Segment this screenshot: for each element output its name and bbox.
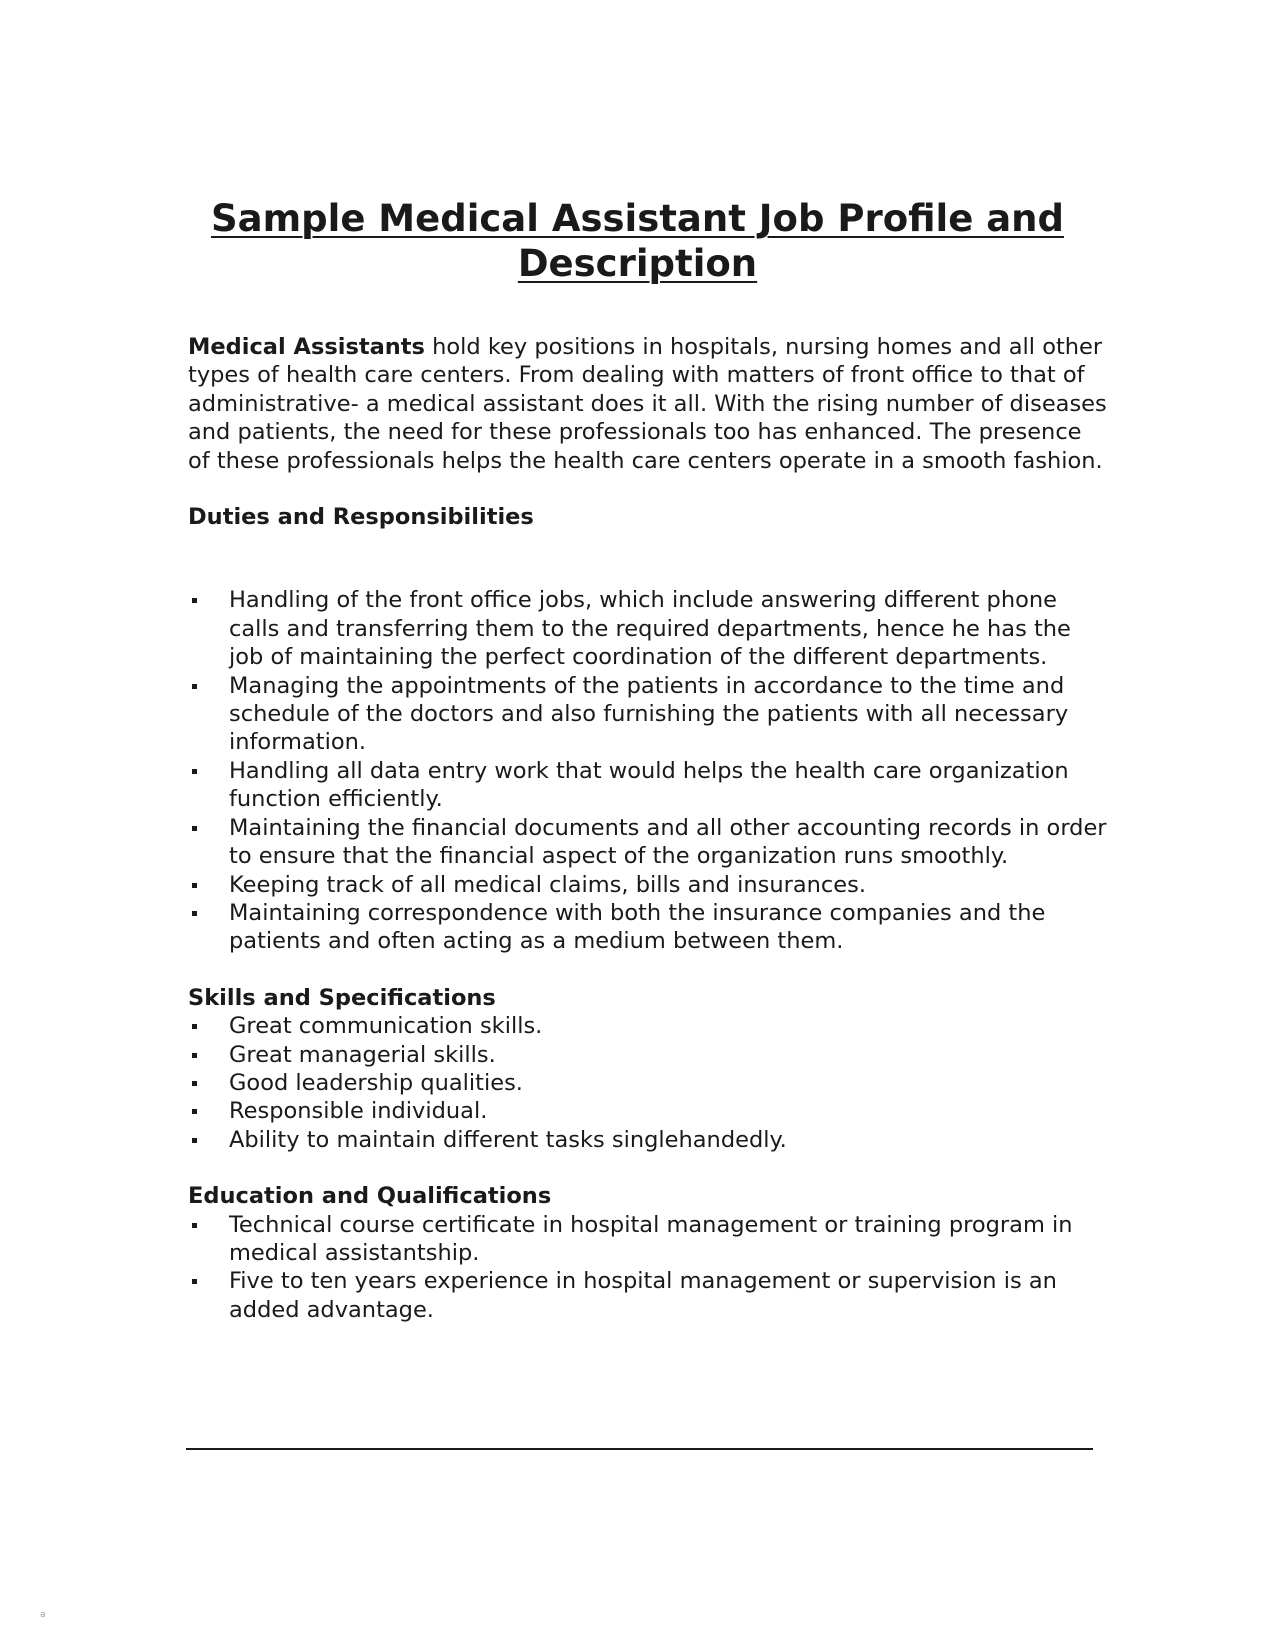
list-item-text: Handling all data entry work that would helps the health care organization function efficiently.: [229, 757, 1069, 813]
bullet-icon: [192, 1053, 197, 1058]
list-item: [188, 899, 1108, 956]
bullet-icon: [192, 826, 197, 831]
list-item-text: Managing the appointments of the patients in accordance to the time and schedule of the doctors and also furnishing the patients with all necessary information.: [229, 672, 1069, 756]
bullet-icon: [192, 1138, 197, 1143]
list-item-text: Keeping track of all medical claims, bills and insurances.: [229, 871, 866, 898]
list-item: [188, 1069, 1108, 1097]
list-item-text: Great managerial skills.: [229, 1041, 496, 1068]
list-item-text: Great communication skills.: [229, 1013, 543, 1040]
list-item: [188, 1267, 1108, 1324]
bullet-icon: [192, 911, 197, 916]
bullet-icon: [192, 1223, 197, 1228]
list-item: [188, 1041, 1108, 1069]
list-item: [188, 1097, 1108, 1125]
document-body: [188, 333, 1108, 1324]
list-item-text: Technical course certificate in hospital management or training program in medical assistantship.: [229, 1211, 1073, 1266]
intro-lead: Medical Assistants: [188, 334, 425, 360]
list-item-text: Maintaining correspondence with both the insurance companies and the patients and often acting as a medium between them.: [229, 899, 1046, 955]
corner-mark: a: [40, 1610, 46, 1620]
list-item-text: Maintaining the financial documents and all other accounting records in order to ensure that the financial aspect of the organization runs smoothly.: [229, 814, 1107, 870]
bullet-icon: [192, 598, 197, 603]
list-item-text: Five to ten years experience in hospital management or supervision is an added advantage.: [229, 1268, 1057, 1323]
education-heading: Education and Qualifications: [188, 1183, 552, 1210]
education-list: [188, 1211, 1108, 1325]
bullet-icon: [192, 769, 197, 774]
bullet-icon: [192, 1024, 197, 1029]
document-title: Sample Medical Assistant Job Profile and Description: [210, 197, 1065, 285]
list-item: [188, 672, 1108, 757]
list-item-text: Ability to maintain different tasks singlehandedly.: [229, 1126, 787, 1153]
list-item-text: Good leadership qualities.: [229, 1069, 523, 1096]
intro-text: hold key positions in hospitals, nursing homes and all other types of health care centers. From dealing with matters of front office to that of administrative- a medical assistant does it all. With the rising number of diseases and patients, the need for these professionals too has enhanced. The presence of these professionals helps the health care centers operate in a smooth fashion.: [188, 334, 1107, 474]
skills-heading: Skills and Specifications: [188, 984, 496, 1011]
skills-list: [188, 1012, 1108, 1154]
list-item: [188, 814, 1108, 871]
list-item: [188, 1012, 1108, 1040]
list-item: [188, 1126, 1108, 1154]
bullet-icon: [192, 1081, 197, 1086]
list-item: [188, 757, 1108, 814]
list-item: [188, 1211, 1108, 1268]
list-item-text: Handling of the front office jobs, which include answering different phone calls and transferring them to the required departments, hence he has the job of maintaining the perfect coordination of the different departments.: [229, 587, 1071, 671]
list-item: [188, 871, 1108, 899]
bullet-icon: [192, 1109, 197, 1114]
duties-list: [188, 586, 1108, 955]
list-item: [188, 586, 1108, 671]
list-item-text: Responsible individual.: [229, 1098, 488, 1125]
bullet-icon: [192, 883, 197, 888]
horizontal-rule: [186, 1448, 1093, 1450]
bullet-icon: [192, 684, 197, 689]
intro-paragraph: [188, 333, 1108, 475]
bullet-icon: [192, 1279, 197, 1284]
duties-heading: Duties and Responsibilities: [188, 504, 534, 531]
